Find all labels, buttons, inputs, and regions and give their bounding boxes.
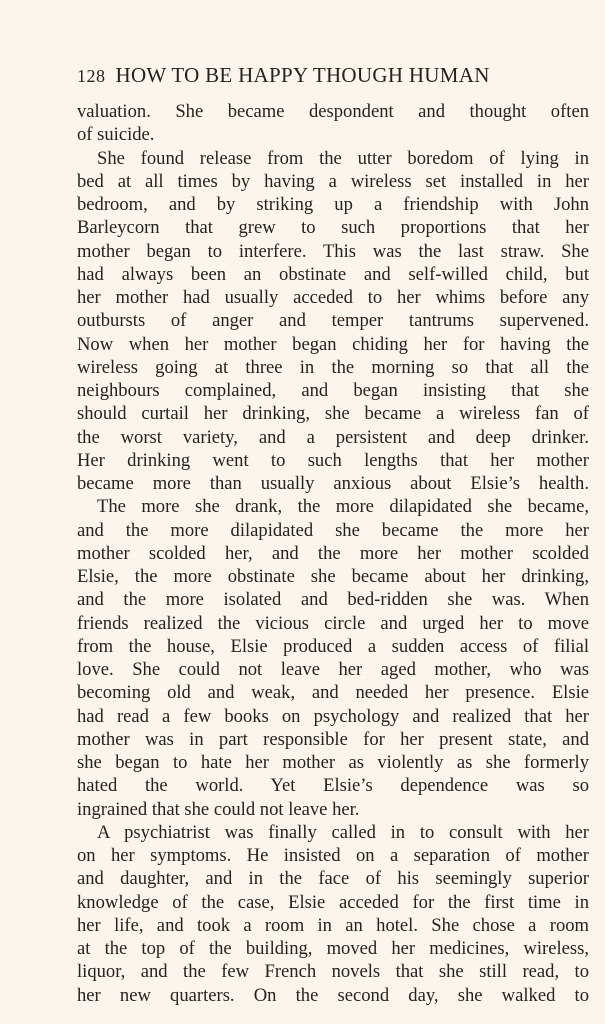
text-line: valuation. She became despondent and thought often bbox=[77, 101, 589, 122]
text-line: Her drinking went to such lengths that her mother bbox=[77, 449, 589, 471]
text-line: her life, and took a room in an hotel. She chose a room bbox=[77, 914, 589, 936]
text-line: had read a few books on psychology and realized that her bbox=[77, 705, 589, 727]
text-line: from the house, Elsie produced a sudden access of filial bbox=[77, 635, 589, 657]
text-line: She found release from the utter boredom of lying in bbox=[97, 147, 589, 169]
text-line: friends realized the vicious circle and urged her to move bbox=[77, 612, 589, 634]
text-line: became more than usually anxious about Elsie’s health. bbox=[77, 473, 589, 494]
text-line: bedroom, and by striking up a friendship with John bbox=[77, 194, 589, 215]
text-line: and the more isolated and bed-ridden she was. When bbox=[77, 589, 589, 611]
text-line: neighbours complained, and began insisting that she bbox=[77, 380, 589, 401]
text-line: had always been an obstinate and self-willed child, but bbox=[77, 263, 589, 285]
text-line: and daughter, and in the face of his seemingly superior bbox=[77, 868, 589, 890]
text-line: and the more dilapidated she became the more her bbox=[77, 519, 589, 541]
text-line: outbursts of anger and temper tantrums supervened. bbox=[77, 310, 589, 332]
page-number: 128 bbox=[77, 66, 106, 86]
text-line: Barleycorn that grew to such proportions that her bbox=[77, 217, 589, 239]
text-line: mother was in part responsible for her present state, and bbox=[77, 728, 589, 750]
text-line: The more she drank, the more dilapidated she became, bbox=[97, 496, 589, 518]
text-line: love. She could not leave her aged mother, who was bbox=[77, 659, 589, 680]
text-line: on her symptoms. He insisted on a separation of mother bbox=[77, 845, 589, 866]
text-line: liquor, and the few French novels that she still read, to bbox=[77, 961, 589, 983]
text-line: knowledge of the case, Elsie acceded for the first time in bbox=[77, 891, 589, 913]
text-line: at the top of the building, moved her medicines, wireless, bbox=[77, 938, 589, 959]
text-line: of suicide. bbox=[77, 124, 155, 146]
text-line: Elsie, the more obstinate she became about her drinking, bbox=[77, 566, 589, 587]
text-line: mother scolded her, and the more her mother scolded bbox=[77, 542, 589, 564]
text-line: ingrained that she could not leave her. bbox=[77, 798, 360, 820]
text-line: hated the world. Yet Elsie’s dependence was so bbox=[77, 775, 589, 797]
text-line: Now when her mother began chiding her for having the bbox=[77, 333, 589, 355]
text-line: A psychiatrist was finally called in to consult with her bbox=[97, 821, 589, 843]
running-title: HOW TO BE HAPPY THOUGH HUMAN bbox=[115, 63, 490, 87]
text-line: becoming old and weak, and needed her presence. Elsie bbox=[77, 682, 589, 704]
text-line: should curtail her drinking, she became a wireless fan of bbox=[77, 403, 589, 425]
text-line: wireless going at three in the morning so that all the bbox=[77, 356, 589, 378]
text-line: bed at all times by having a wireless set installed in her bbox=[77, 170, 589, 192]
text-line: her mother had usually acceded to her whims before any bbox=[77, 287, 589, 308]
running-header bbox=[77, 63, 583, 93]
text-line: she began to hate her mother as violently as she formerly bbox=[77, 752, 589, 773]
text-line: mother began to interfere. This was the last straw. She bbox=[77, 240, 589, 262]
body-text bbox=[77, 100, 589, 1007]
text-line: her new quarters. On the second day, she walked to bbox=[77, 984, 589, 1006]
text-line: the worst variety, and a persistent and deep drinker. bbox=[77, 426, 589, 448]
